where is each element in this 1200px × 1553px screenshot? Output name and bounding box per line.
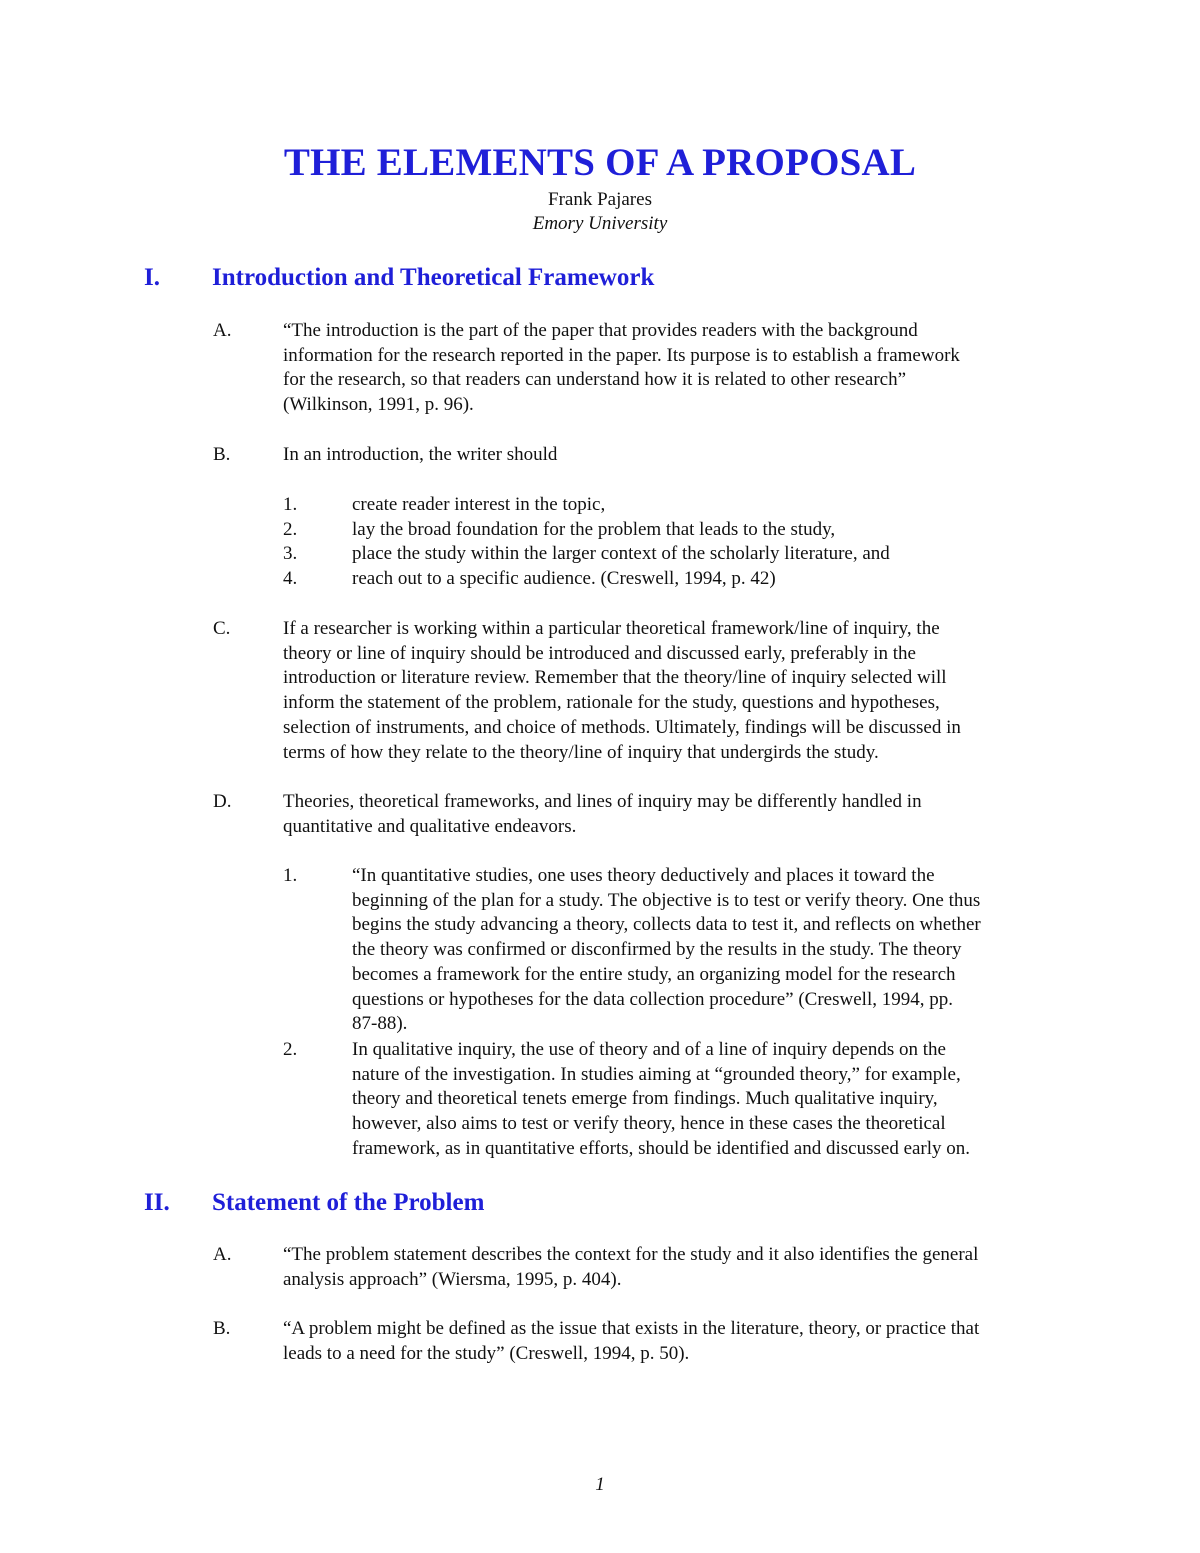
text-line: “The problem statement describes the context for the study and it also identifies the general [283, 1244, 979, 1265]
section-title: Introduction and Theoretical Framework [212, 264, 655, 291]
text-line: lay the broad foundation for the problem that leads to the study, [352, 519, 836, 540]
text-line: questions or hypotheses for the data collection procedure” (Creswell, 1994, pp. [352, 988, 953, 1010]
text-line: however, also aims to test or verify theory, hence in these cases the theoretical [352, 1113, 946, 1135]
item-label: 2. [283, 1039, 298, 1060]
text-line: begins the study advancing a theory, collects data to test it, and reflects on whether [352, 914, 981, 936]
text-line: In qualitative inquiry, the use of theory and of a line of inquiry depends on the [352, 1039, 946, 1060]
text-line: If a researcher is working within a particular theoretical framework/line of inquiry, the [283, 618, 940, 639]
text-line: quantitative and qualitative endeavors. [283, 815, 577, 837]
item-label: 2. [283, 519, 298, 540]
text-line: analysis approach” (Wiersma, 1995, p. 404). [283, 1268, 622, 1290]
item-label: 1. [283, 494, 298, 515]
text-line: information for the research reported in the paper. Its purpose is to establish a framework [283, 344, 960, 366]
item-label: B. [213, 444, 231, 465]
text-line: theory or line of inquiry should be introduced and discussed early, preferably in the [283, 642, 916, 664]
text-line: the theory was confirmed or disconfirmed by the results in the study. The theory [352, 939, 962, 961]
text-line: reach out to a specific audience. (Creswell, 1994, p. 42) [352, 568, 776, 589]
text-line: becomes a framework for the entire study, an organizing model for the research [352, 963, 956, 985]
text-line: for the research, so that readers can understand how it is related to other research” [283, 369, 907, 391]
item-label: D. [213, 791, 232, 812]
text-line: “The introduction is the part of the paper that provides readers with the background [283, 320, 918, 341]
section-number: I. [144, 264, 160, 291]
section-number: II. [144, 1189, 170, 1216]
item-label: C. [213, 618, 231, 639]
text-line: create reader interest in the topic, [352, 494, 606, 515]
item-label: A. [213, 1244, 232, 1265]
text-line: terms of how they relate to the theory/line of inquiry that undergirds the study. [283, 741, 879, 763]
text-line: In an introduction, the writer should [283, 444, 558, 465]
document-title: THE ELEMENTS OF A PROPOSAL [283, 141, 917, 184]
text-line: selection of instruments, and choice of methods. Ultimately, findings will be discussed in [283, 716, 961, 738]
text-line: Theories, theoretical frameworks, and lines of inquiry may be differently handled in [283, 791, 922, 812]
page-number: 1 [595, 1474, 605, 1495]
text-line: 87-88). [352, 1013, 408, 1035]
author-affiliation: Emory University [532, 213, 668, 234]
text-line: beginning of the plan for a study. The objective is to test or verify theory. One thus [352, 889, 981, 911]
item-label: 3. [283, 543, 298, 564]
text-line: framework, as in quantitative efforts, should be identified and discussed early on. [352, 1137, 971, 1159]
text-line: (Wilkinson, 1991, p. 96). [283, 394, 474, 416]
text-line: leads to a need for the study” (Creswell, 1994, p. 50). [283, 1342, 690, 1364]
text-line: “In quantitative studies, one uses theory deductively and places it toward the [352, 865, 935, 886]
text-line: inform the statement of the problem, rationale for the study, questions and hypotheses, [283, 692, 940, 714]
text-line: theory and theoretical tenets emerge from findings. Much qualitative inquiry, [352, 1088, 938, 1110]
section-title: Statement of the Problem [212, 1189, 485, 1216]
text-line: place the study within the larger context of the scholarly literature, and [352, 543, 890, 564]
item-label: 1. [283, 865, 298, 886]
text-line: introduction or literature review. Remember that the theory/line of inquiry selected will [283, 667, 947, 689]
item-label: A. [213, 320, 232, 341]
text-line: nature of the investigation. In studies aiming at “grounded theory,” for example, [352, 1063, 961, 1085]
author-name: Frank Pajares [548, 189, 652, 210]
item-label: B. [213, 1318, 231, 1339]
text-line: “A problem might be defined as the issue that exists in the literature, theory, or practice that [283, 1318, 980, 1339]
item-label: 4. [283, 568, 298, 589]
